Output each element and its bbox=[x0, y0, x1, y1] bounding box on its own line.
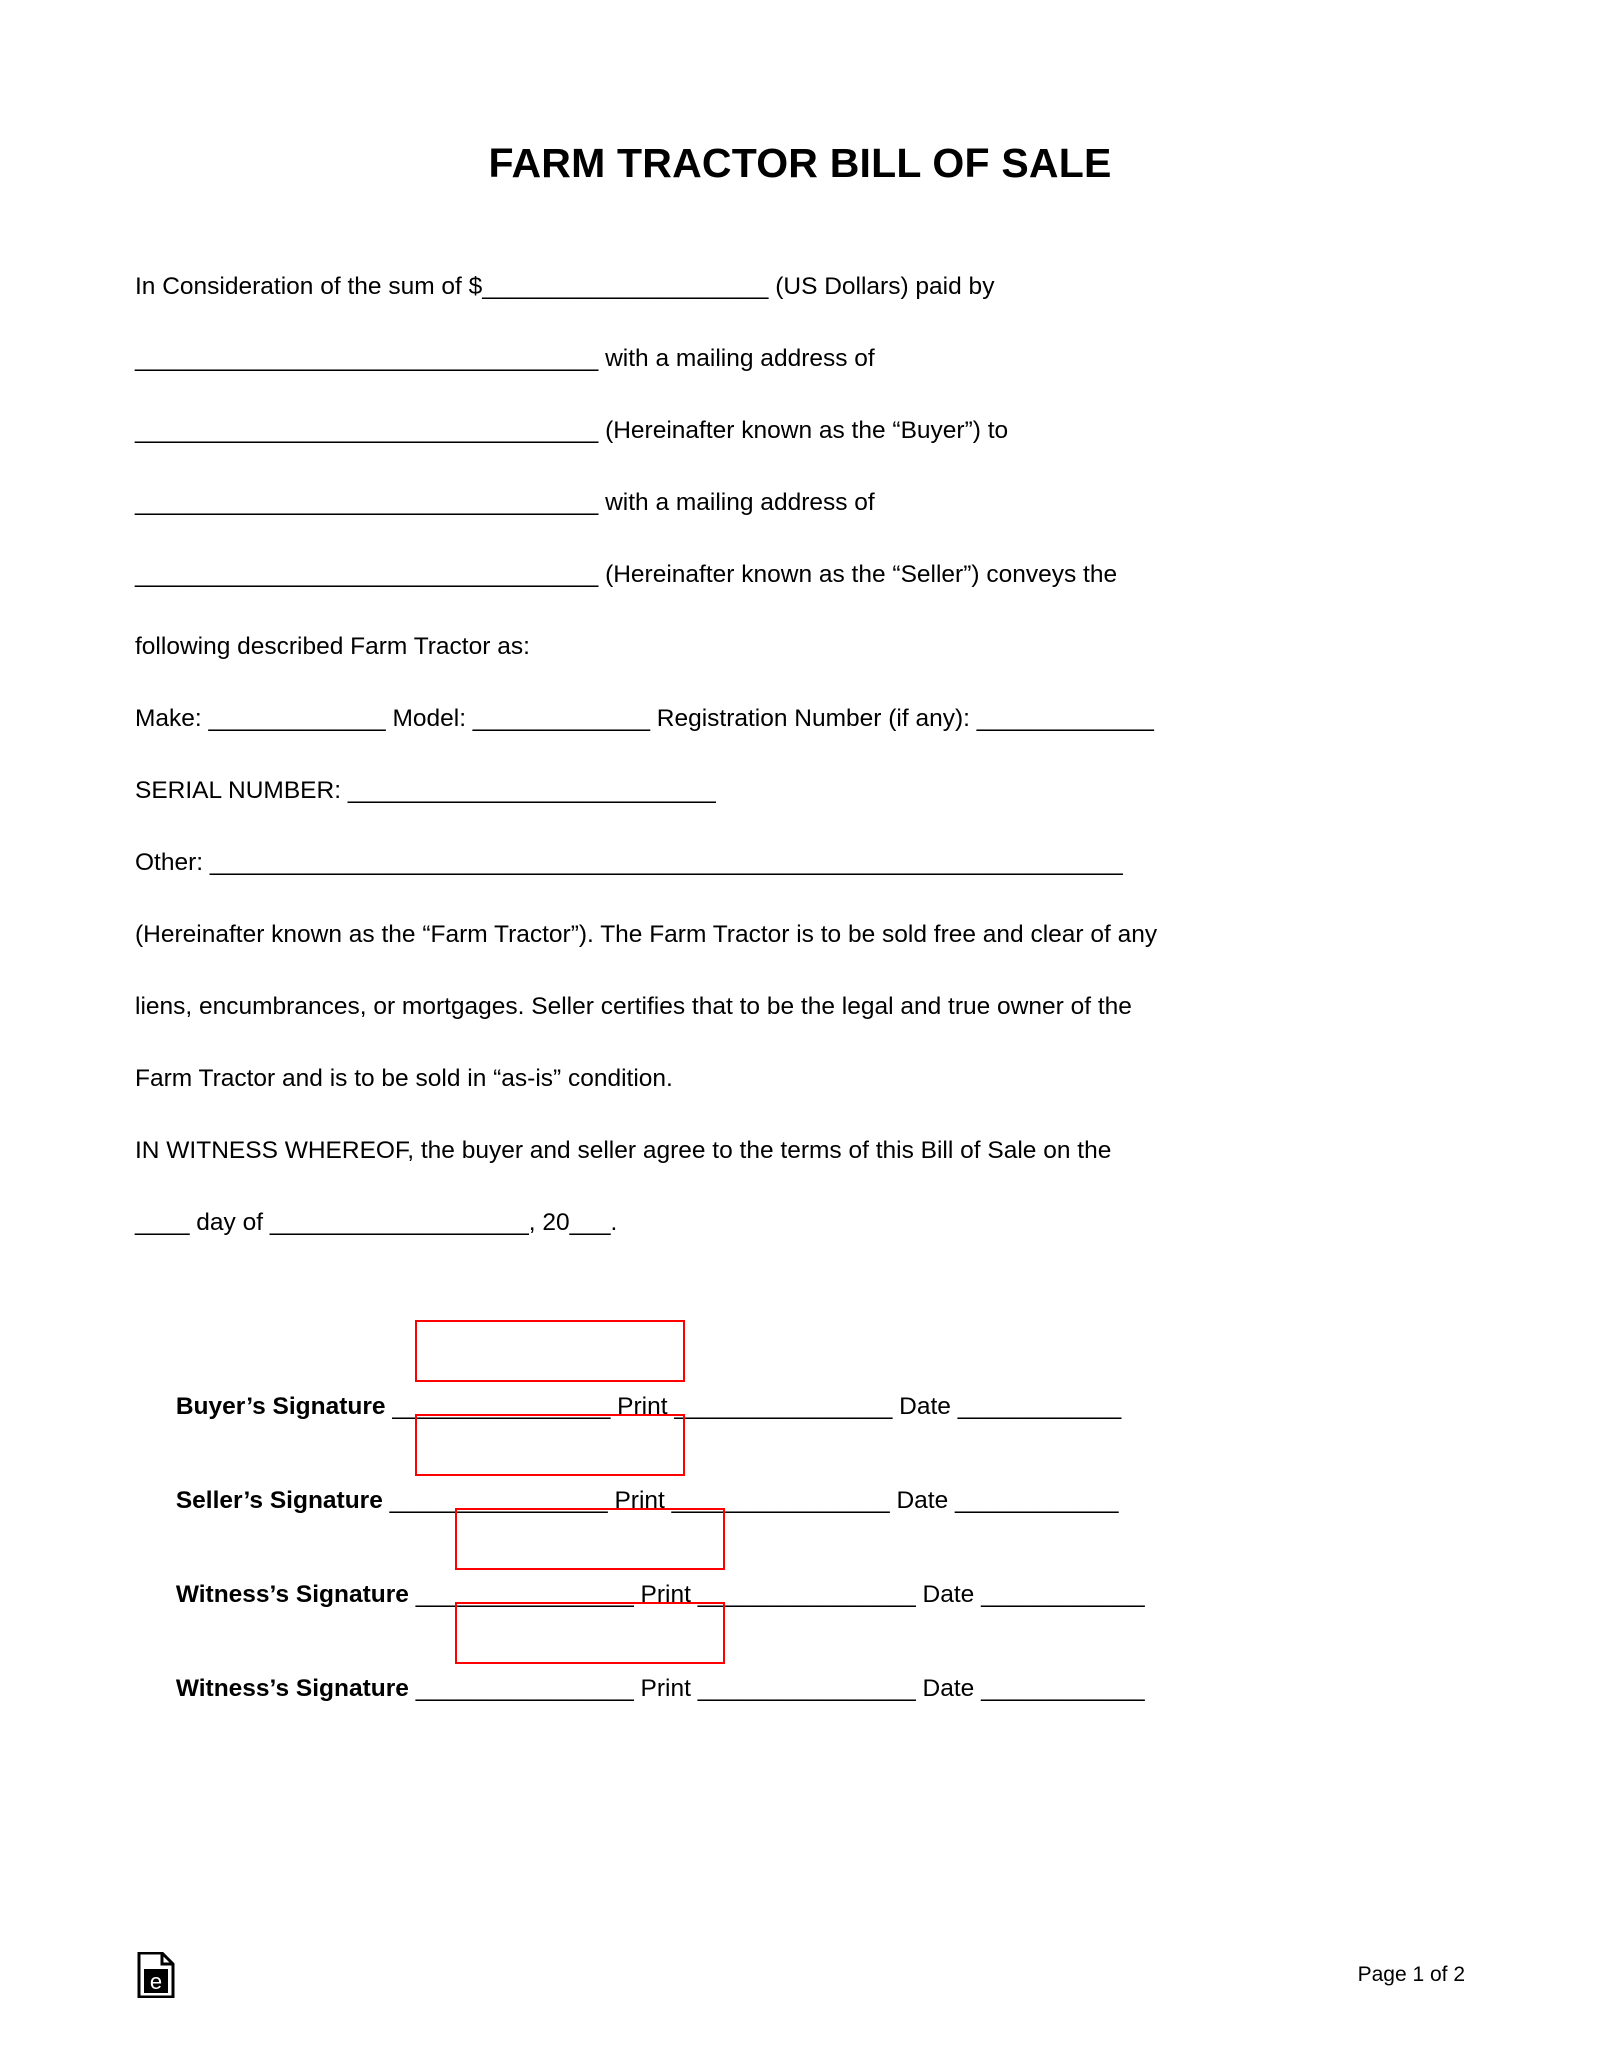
make-model-registration-line: Make: _____________ Model: _____________ Registration Number (if any): _____________ bbox=[135, 705, 1154, 732]
buyer-name-line: __________________________________ with a mailing address of bbox=[135, 345, 875, 372]
page-footer bbox=[0, 1952, 1600, 1998]
witness-one-signature-box[interactable] bbox=[455, 1508, 725, 1570]
buyer-signature-box[interactable] bbox=[415, 1320, 685, 1382]
buyer-signature-fields: ________________ Print ________________ Date ____________ bbox=[385, 1393, 1122, 1420]
page-title: FARM TRACTOR BILL OF SALE bbox=[488, 140, 1112, 186]
eforms-logo-icon bbox=[135, 1952, 177, 1998]
seller-address-line: __________________________________ (Hereinafter known as the “Seller”) conveys the bbox=[135, 561, 1118, 588]
document-body bbox=[135, 251, 1465, 1259]
seller-signature-fields: ________________ Print ________________ Date ____________ bbox=[382, 1487, 1119, 1514]
seller-signature-box[interactable] bbox=[415, 1414, 685, 1476]
witness-two-signature-fields: ________________ Print ________________ Date ____________ bbox=[408, 1675, 1145, 1702]
description-intro-line: following described Farm Tractor as: bbox=[135, 633, 530, 660]
witness-two-signature-row bbox=[135, 1619, 1465, 1713]
buyer-signature-label: Buyer’s Signature bbox=[175, 1393, 386, 1420]
witness-one-signature-fields: ________________ Print ________________ Date ____________ bbox=[408, 1581, 1145, 1608]
witness-one-signature-row bbox=[135, 1525, 1465, 1619]
terms-line-3: Farm Tractor and is to be sold in “as-is” condition. bbox=[135, 1065, 673, 1092]
buyer-address-line: __________________________________ (Hereinafter known as the “Buyer”) to bbox=[135, 417, 1009, 444]
logo-letter: e bbox=[149, 1969, 163, 1994]
witness-two-signature-label: Witness’s Signature bbox=[175, 1675, 409, 1702]
terms-line-1: (Hereinafter known as the “Farm Tractor”). The Farm Tractor is to be sold free and clear of any bbox=[135, 921, 1158, 948]
date-line: ____ day of ___________________, 20___. bbox=[135, 1209, 618, 1236]
seller-name-line: __________________________________ with a mailing address of bbox=[135, 489, 875, 516]
serial-number-line: SERIAL NUMBER: ___________________________ bbox=[135, 777, 716, 804]
page-number: Page 1 of 2 bbox=[1357, 1963, 1465, 1986]
seller-signature-row bbox=[135, 1431, 1465, 1525]
terms-line-2: liens, encumbrances, or mortgages. Seller certifies that to be the legal and true owner of the bbox=[135, 993, 1132, 1020]
witness-one-signature-label: Witness’s Signature bbox=[175, 1581, 409, 1608]
witness-two-signature-box[interactable] bbox=[455, 1602, 725, 1664]
buyer-signature-row bbox=[135, 1337, 1465, 1431]
witness-whereof-line: IN WITNESS WHEREOF, the buyer and seller agree to the terms of this Bill of Sale on the bbox=[135, 1137, 1112, 1164]
consideration-line: In Consideration of the sum of $_____________________ (US Dollars) paid by bbox=[135, 273, 995, 300]
signature-section bbox=[135, 1337, 1465, 1713]
seller-signature-label: Seller’s Signature bbox=[175, 1487, 383, 1514]
other-line: Other: ___________________________________________________________________ bbox=[135, 849, 1123, 876]
